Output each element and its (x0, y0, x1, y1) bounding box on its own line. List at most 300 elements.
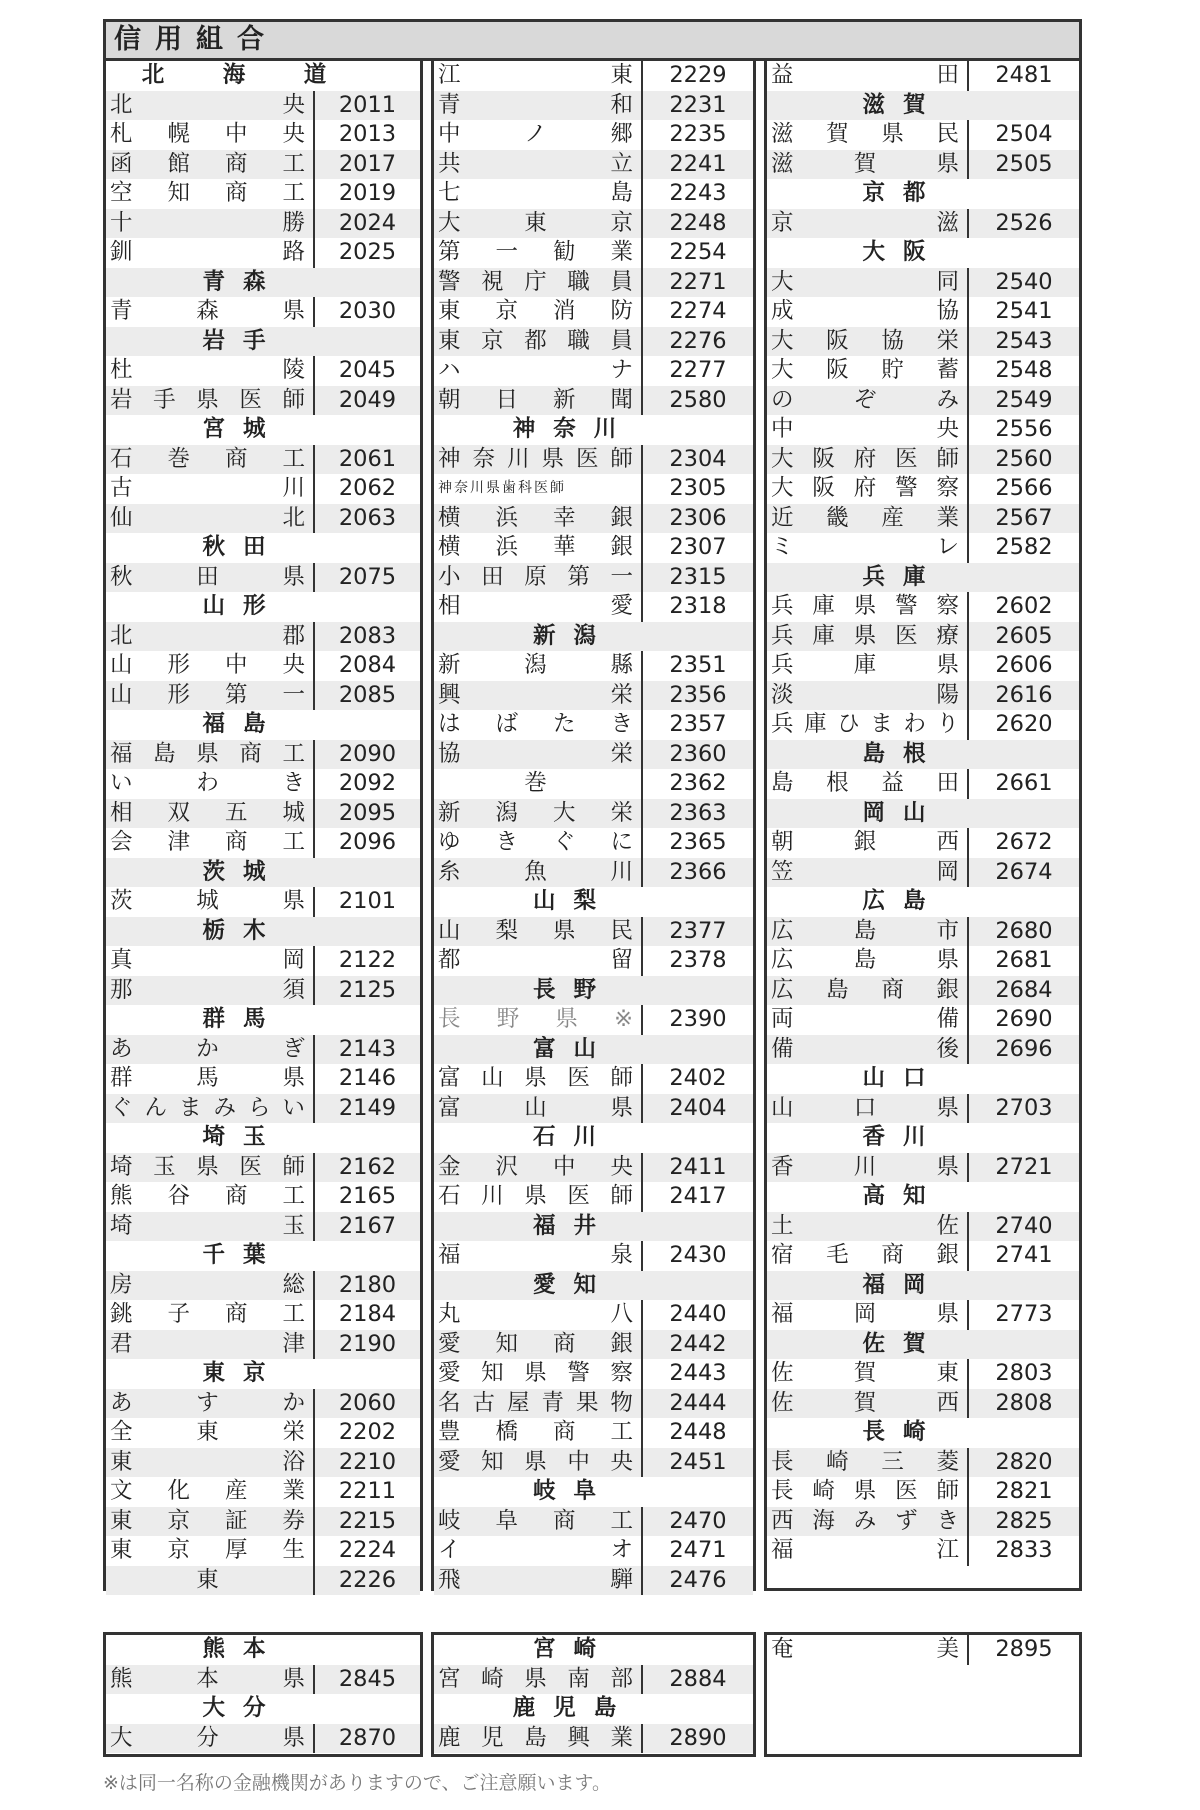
institution-name: 富 山 県 医 師 (438, 1065, 633, 1091)
table-row (434, 533, 753, 563)
institution-name: 青 森 県 (110, 298, 305, 324)
prefecture-label: 福岡 (862, 1271, 944, 1298)
institution-code: 2351 (641, 651, 753, 681)
table-row (434, 1665, 753, 1695)
prefecture-label: 岡山 (862, 799, 944, 826)
institution-name: は ば た き (438, 711, 633, 737)
institution-code: 2318 (641, 592, 753, 622)
table-row (767, 356, 1079, 386)
prefecture-header (106, 327, 420, 357)
table-row (767, 209, 1079, 239)
institution-name: 茨 城 県 (110, 888, 305, 914)
institution-name: 土 佐 (771, 1212, 959, 1239)
table-row (106, 681, 420, 711)
table-row (106, 386, 420, 416)
table-row (106, 1448, 420, 1478)
institution-code: 2696 (967, 1035, 1079, 1065)
institution-name: 朝 銀 西 (771, 829, 959, 855)
institution-code: 2884 (641, 1665, 753, 1695)
institution-name: 鹿 児 島 興 業 (438, 1724, 633, 1751)
institution-code: 2470 (641, 1507, 753, 1537)
institution-name: 相 愛 (438, 593, 633, 619)
institution-name: 巻 (524, 770, 547, 796)
prefecture-header (106, 710, 420, 740)
institution-code: 2451 (641, 1448, 753, 1478)
prefecture-label: 兵庫 (862, 563, 944, 590)
table-row (767, 1005, 1079, 1035)
institution-name: 真 岡 (110, 947, 305, 973)
institution-name: い わ き (110, 770, 305, 796)
table-row (767, 917, 1079, 947)
prefecture-label: 茨城 (202, 858, 284, 885)
institution-name: 十 勝 (110, 209, 305, 236)
column-2-panel (431, 61, 756, 1591)
institution-name: 佐 賀 西 (771, 1389, 959, 1416)
prefecture-label: 岩手 (202, 327, 284, 354)
institution-code: 2690 (967, 1005, 1079, 1035)
institution-name: 東 (196, 1566, 219, 1593)
institution-name: 愛 知 商 銀 (438, 1330, 633, 1357)
table-row (767, 1477, 1079, 1507)
institution-code: 2471 (641, 1536, 753, 1566)
prefecture-header (767, 1330, 1079, 1360)
prefecture-label: 大阪 (862, 239, 944, 265)
table-row (767, 651, 1079, 681)
institution-name: 熊 本 県 (110, 1665, 305, 1692)
institution-name: 西 海 み ず き (771, 1507, 959, 1534)
table-row (434, 740, 753, 770)
prefecture-header (106, 592, 420, 622)
institution-name: 笠 岡 (771, 858, 959, 885)
institution-name: 君 津 (110, 1330, 305, 1357)
prefecture-label: 熊本 (202, 1636, 284, 1662)
institution-name: 長 崎 三 菱 (771, 1448, 959, 1475)
table-row (434, 297, 753, 327)
table-row (106, 1418, 420, 1448)
institution-name: 香 川 県 (771, 1153, 959, 1180)
prefecture-label: 香川 (862, 1124, 944, 1150)
institution-name: 成 協 (771, 298, 959, 324)
table-row (434, 1448, 753, 1478)
table-row (434, 61, 753, 91)
institution-code: 2062 (313, 474, 420, 504)
institution-code: 2030 (313, 297, 420, 327)
prefecture-label: 青森 (202, 268, 284, 295)
institution-code: 2390 (641, 1005, 753, 1035)
prefecture-header (106, 917, 420, 947)
institution-code: 2231 (641, 91, 753, 121)
table-row (767, 61, 1079, 91)
institution-code: 2366 (641, 858, 753, 888)
table-row (106, 887, 420, 917)
table-row (106, 769, 420, 799)
table-row (767, 858, 1079, 888)
table-row (434, 1359, 753, 1389)
institution-name: 兵 庫 ひ ま わ り (771, 711, 959, 737)
institution-code: 2241 (641, 150, 753, 180)
institution-code: 2049 (313, 386, 420, 416)
table-row (767, 445, 1079, 475)
prefecture-label: 千葉 (202, 1242, 284, 1268)
institution-code: 2085 (313, 681, 420, 711)
institution-name: 東 京 証 券 (110, 1507, 305, 1534)
institution-name: の ぞ み (771, 386, 959, 413)
institution-code: 2083 (313, 622, 420, 652)
institution-code: 2211 (313, 1477, 420, 1507)
institution-code: 2254 (641, 238, 753, 268)
table-row (106, 651, 420, 681)
institution-code: 2125 (313, 976, 420, 1006)
institution-code: 2165 (313, 1182, 420, 1212)
institution-name: 宮 崎 県 南 部 (438, 1665, 633, 1692)
table-row (434, 1389, 753, 1419)
institution-name: 山 梨 県 民 (438, 917, 633, 944)
prefecture-label: 石川 (532, 1124, 614, 1150)
institution-code: 2442 (641, 1330, 753, 1360)
table-row (767, 622, 1079, 652)
institution-code: 2149 (313, 1094, 420, 1124)
institution-code: 2362 (641, 769, 753, 799)
institution-name: 釧 路 (110, 239, 305, 265)
institution-name: 秋 田 県 (110, 563, 305, 590)
institution-code: 2556 (967, 415, 1079, 445)
institution-code: 2306 (641, 504, 753, 534)
table-row (106, 474, 420, 504)
prefecture-header (106, 268, 420, 298)
prefecture-header (106, 415, 420, 445)
institution-name: 協 栄 (438, 740, 633, 767)
table-row (434, 1241, 753, 1271)
institution-name: 京 滋 (771, 209, 959, 236)
institution-code: 2357 (641, 710, 753, 740)
prefecture-label: 岐阜 (532, 1478, 614, 1504)
institution-name: 北 央 (110, 91, 305, 118)
institution-code: 2773 (967, 1300, 1079, 1330)
institution-name: 横 浜 幸 銀 (438, 504, 633, 531)
institution-name: ハ ナ (438, 357, 633, 383)
institution-code: 2210 (313, 1448, 420, 1478)
institution-code: 2013 (313, 120, 420, 150)
prefecture-label: 佐賀 (862, 1330, 944, 1357)
institution-code: 2580 (641, 386, 753, 416)
institution-code: 2417 (641, 1182, 753, 1212)
prefecture-label: 長野 (532, 976, 614, 1003)
institution-name: 熊 谷 商 工 (110, 1183, 305, 1209)
institution-code: 2430 (641, 1241, 753, 1271)
table-row (106, 1724, 420, 1754)
table-row (767, 1507, 1079, 1537)
institution-name: 神奈川県歯科医師 (438, 480, 566, 496)
prefecture-header (434, 1212, 753, 1242)
table-row (434, 1330, 753, 1360)
institution-name: 小 田 原 第 一 (438, 563, 633, 590)
prefecture-header (767, 1064, 1079, 1094)
prefecture-header (106, 1005, 420, 1035)
institution-name: 大 阪 府 医 師 (771, 445, 959, 472)
prefecture-label: 福井 (532, 1212, 614, 1239)
table-row (767, 681, 1079, 711)
table-row (767, 533, 1079, 563)
institution-name: ゆ き ぐ に (438, 829, 633, 855)
institution-code: 2741 (967, 1241, 1079, 1271)
prefecture-label: 山口 (862, 1065, 944, 1091)
institution-name: 大 阪 協 栄 (771, 327, 959, 354)
prefecture-header (434, 976, 753, 1006)
table-row (767, 1635, 1079, 1665)
institution-code: 2162 (313, 1153, 420, 1183)
table-row (767, 386, 1079, 416)
table-row (106, 1566, 420, 1596)
institution-code: 2075 (313, 563, 420, 593)
institution-code: 2444 (641, 1389, 753, 1419)
institution-name: ミ レ (771, 534, 959, 560)
table-row (434, 356, 753, 386)
institution-code: 2616 (967, 681, 1079, 711)
institution-name: ぐ ん ま み ら い (110, 1094, 305, 1121)
table-row (767, 150, 1079, 180)
prefecture-label: 高知 (862, 1183, 944, 1209)
table-row (106, 740, 420, 770)
table-row (106, 91, 420, 121)
table-row (106, 799, 420, 829)
institution-name: 七 島 (438, 180, 633, 206)
prefecture-header (106, 61, 420, 91)
institution-name: 中 ノ 郷 (438, 121, 633, 147)
table-row (434, 1566, 753, 1596)
institution-code: 2526 (967, 209, 1079, 239)
prefecture-header (106, 858, 420, 888)
prefecture-label: 愛知 (532, 1271, 614, 1298)
prefecture-header (767, 563, 1079, 593)
institution-code: 2620 (967, 710, 1079, 740)
institution-code: 2095 (313, 799, 420, 829)
institution-name: 広 島 商 銀 (771, 976, 959, 1003)
institution-name: 埼 玉 県 医 師 (110, 1153, 305, 1180)
institution-code: 2274 (641, 297, 753, 327)
institution-name: 仙 北 (110, 504, 305, 531)
prefecture-label: 栃木 (202, 917, 284, 944)
institution-code: 2096 (313, 828, 420, 858)
institution-code: 2307 (641, 533, 753, 563)
table-row (106, 1536, 420, 1566)
institution-name: 名 古 屋 青 果 物 (438, 1389, 633, 1416)
institution-code: 2582 (967, 533, 1079, 563)
institution-code: 2803 (967, 1359, 1079, 1389)
table-row (106, 179, 420, 209)
table-row (767, 1536, 1079, 1566)
table-row (106, 445, 420, 475)
institution-code: 2019 (313, 179, 420, 209)
institution-code: 2567 (967, 504, 1079, 534)
institution-name: 島 根 益 田 (771, 770, 959, 796)
institution-name: 富 山 県 (438, 1094, 633, 1121)
prefecture-label: 埼玉 (202, 1124, 284, 1150)
institution-code: 2167 (313, 1212, 420, 1242)
table-row (106, 1330, 420, 1360)
table-row (767, 1300, 1079, 1330)
table-row (434, 651, 753, 681)
institution-name: 房 総 (110, 1271, 305, 1298)
table-row (434, 327, 753, 357)
prefecture-header (434, 415, 753, 445)
institution-name: あ す か (110, 1389, 305, 1416)
institution-code: 2243 (641, 179, 753, 209)
table-row (434, 1724, 753, 1754)
table-row (767, 769, 1079, 799)
institution-name: 愛 知 県 中 央 (438, 1448, 633, 1475)
table-row (767, 710, 1079, 740)
institution-code: 2190 (313, 1330, 420, 1360)
institution-name: 福 島 県 商 工 (110, 740, 305, 767)
institution-name: 豊 橋 商 工 (438, 1419, 633, 1445)
table-row (434, 91, 753, 121)
institution-code: 2870 (313, 1724, 420, 1754)
institution-name: 那 須 (110, 976, 305, 1003)
prefecture-label: 宮城 (202, 416, 284, 442)
table-row (434, 1182, 753, 1212)
table-row (434, 828, 753, 858)
table-row (434, 268, 753, 298)
prefecture-label: 秋田 (202, 534, 284, 560)
table-row (106, 150, 420, 180)
institution-name: 大 同 (771, 268, 959, 295)
institution-code: 2821 (967, 1477, 1079, 1507)
table-row (767, 297, 1079, 327)
institution-code: 2680 (967, 917, 1079, 947)
institution-code: 2448 (641, 1418, 753, 1448)
institution-name: 石 川 県 医 師 (438, 1183, 633, 1209)
table-row (106, 1153, 420, 1183)
institution-name: 岩 手 県 医 師 (110, 386, 305, 413)
table-row (106, 1182, 420, 1212)
prefecture-label: 東京 (202, 1360, 284, 1386)
institution-name: 福 江 (771, 1537, 959, 1563)
table-row (106, 356, 420, 386)
prefecture-header (434, 1035, 753, 1065)
institution-name: 佐 賀 東 (771, 1360, 959, 1386)
prefecture-label: 島根 (862, 740, 944, 767)
table-row (434, 799, 753, 829)
institution-code: 2605 (967, 622, 1079, 652)
institution-name: 全 東 栄 (110, 1419, 305, 1445)
table-row (106, 946, 420, 976)
institution-name: 奄 美 (771, 1636, 959, 1662)
institution-code: 2277 (641, 356, 753, 386)
institution-name: 青 和 (438, 91, 633, 118)
table-row (434, 681, 753, 711)
table-row (767, 828, 1079, 858)
institution-name: 江 東 (438, 62, 633, 88)
institution-name: 埼 玉 (110, 1212, 305, 1239)
institution-code: 2443 (641, 1359, 753, 1389)
institution-name: 杜 陵 (110, 357, 305, 383)
institution-name: 中 央 (771, 416, 959, 442)
prefecture-label: 山形 (202, 593, 284, 619)
institution-code: 2504 (967, 120, 1079, 150)
prefecture-header (767, 1271, 1079, 1301)
prefecture-header (767, 740, 1079, 770)
table-row (767, 1212, 1079, 1242)
institution-code: 2224 (313, 1536, 420, 1566)
table-row (434, 445, 753, 475)
table-row (767, 1094, 1079, 1124)
institution-name: 銚 子 商 工 (110, 1301, 305, 1327)
table-row (434, 946, 753, 976)
table-row (434, 386, 753, 416)
prefecture-header (767, 1418, 1079, 1448)
bottom-column-3-panel (764, 1632, 1082, 1757)
institution-code: 2363 (641, 799, 753, 829)
table-row (434, 1094, 753, 1124)
prefecture-label: 大分 (202, 1695, 284, 1721)
institution-name: 宿 毛 商 銀 (771, 1242, 959, 1268)
institution-code: 2356 (641, 681, 753, 711)
table-row (767, 1389, 1079, 1419)
institution-code: 2271 (641, 268, 753, 298)
table-row (434, 1536, 753, 1566)
table-row (434, 769, 753, 799)
institution-code: 2017 (313, 150, 420, 180)
institution-code: 2549 (967, 386, 1079, 416)
institution-code: 2248 (641, 209, 753, 239)
table-row (106, 1271, 420, 1301)
institution-code: 2540 (967, 268, 1079, 298)
prefecture-label: 宮崎 (532, 1636, 614, 1662)
institution-name: 金 沢 中 央 (438, 1153, 633, 1180)
prefecture-header (106, 1635, 420, 1665)
institution-name: 警 視 庁 職 員 (438, 268, 633, 295)
institution-name: 福 泉 (438, 1242, 633, 1268)
prefecture-header (767, 91, 1079, 121)
institution-code: 2235 (641, 120, 753, 150)
institution-name: 両 備 (771, 1006, 959, 1032)
institution-code: 2833 (967, 1536, 1079, 1566)
institution-code: 2543 (967, 327, 1079, 357)
institution-name: 新 潟 大 栄 (438, 799, 633, 826)
table-row (434, 1153, 753, 1183)
table-row (767, 1241, 1079, 1271)
institution-code: 2674 (967, 858, 1079, 888)
prefecture-label: 福島 (202, 711, 284, 737)
institution-code: 2661 (967, 769, 1079, 799)
institution-code: 2229 (641, 61, 753, 91)
institution-name: 益 田 (771, 62, 959, 88)
footnote: ※は同一名称の金融機関がありますので、ご注意願います。 (103, 1772, 612, 1794)
institution-code: 2378 (641, 946, 753, 976)
institution-code: 2548 (967, 356, 1079, 386)
institution-code: 2845 (313, 1665, 420, 1695)
table-row (434, 858, 753, 888)
table-row (434, 1507, 753, 1537)
prefecture-label: 新潟 (532, 622, 614, 649)
institution-code: 2060 (313, 1389, 420, 1419)
institution-code: 2602 (967, 592, 1079, 622)
institution-code: 2084 (313, 651, 420, 681)
institution-code: 2476 (641, 1566, 753, 1596)
institution-name: 愛 知 県 警 察 (438, 1360, 633, 1386)
table-row (106, 120, 420, 150)
table-row (106, 1212, 420, 1242)
institution-code: 2180 (313, 1271, 420, 1301)
institution-name: 山 形 中 央 (110, 652, 305, 678)
institution-code: 2092 (313, 769, 420, 799)
institution-name: 大 分 県 (110, 1724, 305, 1751)
institution-code: 2101 (313, 887, 420, 917)
institution-code: 2740 (967, 1212, 1079, 1242)
institution-name: 糸 魚 川 (438, 858, 633, 885)
table-row (434, 592, 753, 622)
institution-name: 新 潟 縣 (438, 652, 633, 678)
